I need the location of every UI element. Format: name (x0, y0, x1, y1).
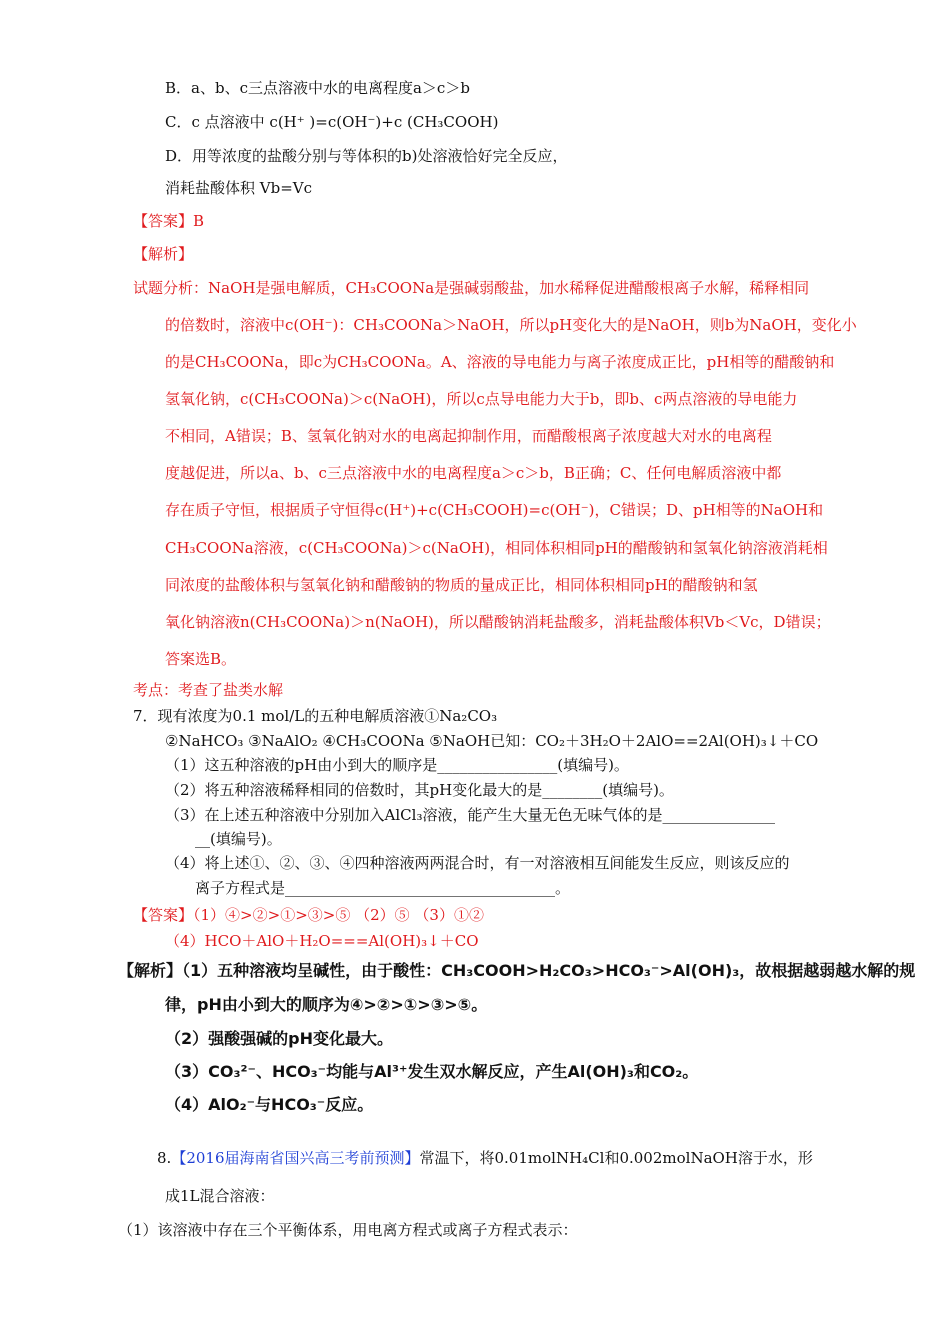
question-7-part3: （3）在上述五种溶液中分别加入AlCl₃溶液，能产生大量无色无味气体的是_______________ (165, 806, 775, 824)
jiexi-q7-line4: （3）CO₃²⁻、HCO₃⁻均能与Al³⁺发生双水解反应，产生Al(OH)₃和CO₂。 (165, 1062, 699, 1081)
analysis-line: 氢氧化钠，c(CH₃COONa)＞c(NaOH)，所以c点导电能力大于b，即b、c两点溶液的导电能力 (165, 390, 798, 408)
question-number: 8. (157, 1149, 172, 1167)
analysis-line: 存在质子守恒，根据质子守恒得c(H⁺)+c(CH₃COOH)=c(OH⁻)，C错误；D、pH相等的NaOH和 (165, 501, 824, 519)
option-c: C．c 点溶液中 c(H⁺ )=c(OH⁻)+c (CH₃COOH) (165, 113, 499, 131)
question-8-line1 (157, 1148, 813, 1168)
analysis-line: 试题分析：NaOH是强电解质，CH₃COONa是强碱弱酸盐，加水稀释促进醋酸根离子水解，稀释相同 (133, 279, 810, 297)
analysis-line: 答案选B。 (165, 650, 237, 668)
jiexi-text: （1）五种溶液均呈碱性，由于酸性：CH₃COOH>H₂CO₃>HCO₃⁻>Al(OH)₃，故根据越弱越水解的规 (182, 961, 916, 980)
analysis-line: 度越促进，所以a、b、c三点溶液中水的电离程度a＞c＞b，B正确；C、任何电解质溶液中都 (165, 464, 782, 482)
question-7-part4: （4）将上述①、②、③、④四种溶液两两混合时，有一对溶液相互间能发生反应，则该反应的 (165, 854, 790, 872)
question-7-part1: （1）这五种溶液的pH由小到大的顺序是________________(填编号)。 (165, 756, 629, 774)
jiexi-q7-line1 (118, 961, 915, 981)
question-7-line1: 7．现有浓度为0.1 mol/L的五种电解质溶液①Na₂CO₃ (133, 707, 498, 725)
question-7-line2: ②NaHCO₃ ③NaAlO₂ ④CH₃COONa ⑤NaOH已知：CO₂＋3H₂O＋2AlO==2Al(OH)₃↓＋CO (165, 732, 819, 750)
answer-values: （1）④>②>①>③>⑤ （2）⑤ （3）①② (193, 906, 484, 924)
analysis-line: 氧化钠溶液n(CH₃COONa)＞n(NaOH)，所以醋酸钠消耗盐酸多，消耗盐酸体积Vb＜Vc，D错误； (165, 613, 831, 631)
jiexi-q7-line2: 律，pH由小到大的顺序为④>②>①>③>⑤。 (165, 995, 488, 1014)
answer-label: 【答案】 (133, 906, 194, 924)
jiexi-q7-line5: （4）AlO₂⁻与HCO₃⁻反应。 (165, 1095, 374, 1114)
question-7-part4-cont: 离子方程式是____________________________________。 (195, 879, 571, 897)
answer-q7-line2: （4）HCO＋AlO＋H₂O===Al(OH)₃↓＋CO (165, 932, 479, 950)
analysis-line: 不相同，A错误；B、氢氧化钠对水的电离起抑制作用，而醋酸根离子浓度越大对水的电离程 (165, 427, 772, 445)
jiexi-q7-line3: （2）强酸强碱的pH变化最大。 (165, 1029, 393, 1048)
analysis-line: 同浓度的盐酸体积与氢氧化钠和醋酸钠的物质的量成正比，相同体积相同pH的醋酸钠和氢 (165, 576, 758, 594)
kaodian: 考点：考查了盐类水解 (133, 681, 284, 699)
option-d-line2: 消耗盐酸体积 Vb=Vc (165, 179, 313, 197)
answer-q7-line1 (133, 905, 484, 925)
analysis-header-q6: 【解析】 (133, 245, 194, 263)
answer-q6: 【答案】B (133, 212, 205, 230)
question-text: 常温下，将0.01molNH₄Cl和0.002molNaOH溶于水，形 (419, 1149, 813, 1167)
option-b: B．a、b、c三点溶液中水的电离程度a＞c＞b (165, 79, 470, 97)
option-d-line1: D．用等浓度的盐酸分别与等体积的b)处溶液恰好完全反应， (165, 147, 568, 165)
analysis-line: 的倍数时，溶液中c(OH⁻)：CH₃COONa＞NaOH，所以pH变化大的是NaOH，则b为NaOH，变化小 (165, 316, 857, 334)
question-7-part2: （2）将五种溶液稀释相同的倍数时，其pH变化最大的是________(填编号)。 (165, 781, 674, 799)
question-8-part1: （1）该溶液中存在三个平衡体系，用电离方程式或离子方程式表示： (118, 1221, 578, 1239)
question-8-line2: 成1L混合溶液： (165, 1187, 275, 1205)
question-7-part3-cont: __(填编号)。 (195, 830, 282, 848)
analysis-line: CH₃COONa溶液，c(CH₃COONa)＞c(NaOH)，相同体积相同pH的醋酸钠和氢氧化钠溶液消耗相 (165, 539, 828, 557)
jiexi-label: 【解析】 (118, 961, 183, 980)
analysis-line: 的是CH₃COONa，即c为CH₃COONa。A、溶液的导电能力与离子浓度成正比，pH相等的醋酸钠和 (165, 353, 835, 371)
question-source: 【2016届海南省国兴高三考前预测】 (171, 1149, 420, 1167)
